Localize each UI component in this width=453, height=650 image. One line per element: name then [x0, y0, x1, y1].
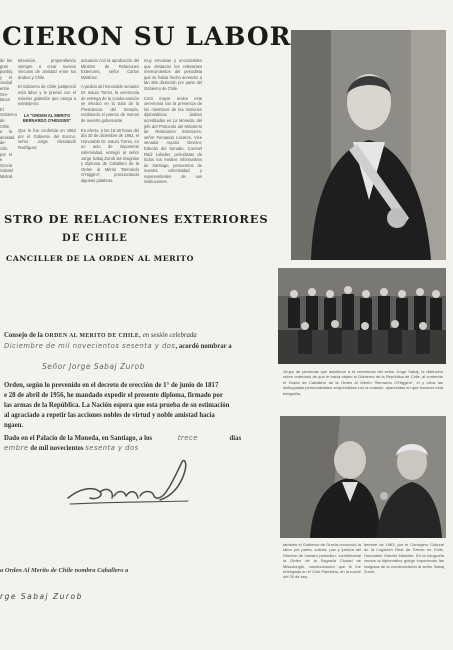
decree-day-handwritten: trece: [177, 434, 198, 442]
decree-year-handwritten: sesenta y dos: [85, 444, 139, 452]
decree-l1-suffix: en sesión celebrada: [142, 332, 197, 339]
decree-line-3: [4, 382, 218, 389]
col2-p2: El Gobierno de Chile justipreció esta labor y le premió con el máximo galardón que otorga a extranjeros:: [18, 84, 76, 107]
group-photo: [278, 268, 446, 364]
decree-line-2: [4, 342, 232, 350]
decree-date-handwritten: Diciembre de mil novecientos sesenta y dos: [4, 342, 176, 350]
ceremony-photo: [280, 416, 446, 538]
col4-p2: Creó mayor realce esta ceremonia con la presencia de los miembros de las misiones diplomáticas árabes acreditadas en La Moneda, del jefe del Protocolo del Ministerio de Relaciones Exteriores, señor Fernando Lecaros, Vice senador Aquino Devisor, Edecán del Senado, Coronel Raúl Lobelier, periodistas de todos los medios informativos de Santiago, personeros de nuestra colectividad y representantes de sus instituciones.: [144, 95, 202, 185]
portrait-photo-image: [291, 30, 446, 260]
text-column-3: [81, 58, 139, 198]
decree-l6: al agraciado a repetir las acciones nobles de virtud y noble amistad hacia: [4, 412, 215, 419]
decree-l1-prefix: Consejo de la: [4, 332, 43, 339]
decree-month-handwritten: embre: [4, 444, 29, 452]
decree-line-9: [4, 444, 139, 452]
country-title: DE CHILE: [62, 233, 129, 244]
ceremony-caption-col2: tiembre de 1963, por el Consejero Cultural de la Legación Real de Grecia en Chile, Honorable Gabriel Mistrotis. En la fotografía vemos al diplomático griego imponiendo las insignias de la condecoración al señor Sabaj Zurob.: [364, 542, 444, 575]
signature: [60, 452, 210, 514]
portrait-photo: [291, 30, 446, 260]
col1-p2: El Gobierno de Chile a la amistad de- ción por el e Grecia Gabriel Mistral.: [0, 106, 17, 179]
decree-l8: Dado en el Palacio de la Moneda, en Santiago, a los: [4, 435, 153, 442]
col4-p1: muy emotivas y encomiables que destacan los relevantes merecimientos del periodista que se había hecho acreedor a tan alta distinción por parte del Gobierno de Chile.: [144, 58, 202, 91]
decree-l3: Orden, según lo prevenido en el decreto de erección de 1° de junio de 1817: [4, 382, 219, 389]
decree-line-8: [4, 434, 241, 442]
group-photo-caption: Grupo de personas que asistieron a la ceremonia del señor Jorge Sabaj, la distinción sobre ordenario de que le hacía objeto el Gobierno de la República de Chile, al conferirle el Grado de Caballero de la Orden Al Mérito "Bernardo O'Higgins", el y otros las distinguidas personalidades sorprendidas con la ocasión, aparecidas en que tomaron esta fotografía.: [283, 369, 443, 396]
ceremony-caption-col1: también el Gobierno de Grecia reconoció la labor por patria, cultura, paz y justicia del Director de nuestro periódico, confiriéndole la Orden de la Sagrada Ciudad de Missolonghi, condecoración que le fue entregada en el Club Palestino, en la noche del 26 de sep-: [283, 542, 361, 580]
col2-order-title: LA "ORDEN AL MERITO BERNARDO O'HIGGINS": [22, 112, 72, 124]
col2-p3: Que le fue conferida en 1962 por el Gobierno del Excmo. señor Jorge Alessandri Rodríguez: [18, 127, 76, 150]
decree-l7: ngaen.: [4, 422, 24, 429]
col3-p1: actuando con la aprobación del Ministro de Relaciones Exteriores, señor Carlos Martínez.: [81, 58, 139, 80]
group-photo-image: [278, 268, 446, 364]
decree-line-7: [4, 422, 23, 429]
decree-l8-suffix: días: [229, 435, 242, 442]
decree-line-1: [4, 332, 197, 339]
text-column-1: [0, 58, 17, 198]
decree-l2-suffix: , acordó nombrar a: [175, 343, 232, 350]
footer-name-handwritten: rge Sabaj Zurob: [0, 592, 83, 601]
decree-line-4: [4, 392, 223, 399]
decree-l5: las armas de la República. La Nación espera que esta prueba de su estimación: [4, 402, 230, 409]
col1-p1: de las gran pueblo, y el ciedad entre Gre- lanza: [0, 58, 14, 103]
recipient-name-handwritten: Señor Jorge Sabaj Zurob: [42, 362, 145, 371]
footer-line-1: a Orden Al Merito de Chile nombra Caballero a: [0, 567, 129, 574]
decree-l1-order: ORDEN AL MERITO DE CHILE,: [44, 333, 141, 339]
decree-l9: de mil novecientos: [30, 445, 84, 452]
col3-p3: En efecto, a las 19.30 horas del día 30 de diciembre de 1962, el Honorable Dr. Isauro Torres, en un acto de imponente solemnidad, entregó al señor Jorge Sabaj Zurob las insignias y Diploma de Caballero de la Orden al Mérito "Bernardo O'Higgins", pronunciando algunas palabras.: [81, 127, 139, 183]
decree-line-6: [4, 412, 215, 419]
decree-l4: e 28 de abril de 1956, he mandado expedir el presente diploma, firmado por: [4, 392, 223, 399]
ministry-title: STRO DE RELACIONES EXTERIORES: [4, 212, 269, 226]
ceremony-photo-image: [280, 416, 446, 538]
col2-p1: televisión, propendiendo siempre a crear nuevos vínculos de amistad entre los árabes y Chile.: [18, 58, 76, 80]
text-column-2: [18, 58, 76, 198]
col3-p2: A pedido del honorable senador Dr. Isauro Torres, la ceremonia de entrega de la condecoración se efectuó en la Sala de la Presidencia del Senado, recibiendo el premio de manos de nuestro gobernante.: [81, 84, 139, 123]
text-column-4: [144, 58, 202, 198]
decree-line-5: [4, 402, 229, 409]
headline: CIERON SU LABOR: [2, 22, 292, 51]
knight-title: CANCILLER DE LA ORDEN AL MERITO: [6, 254, 194, 263]
